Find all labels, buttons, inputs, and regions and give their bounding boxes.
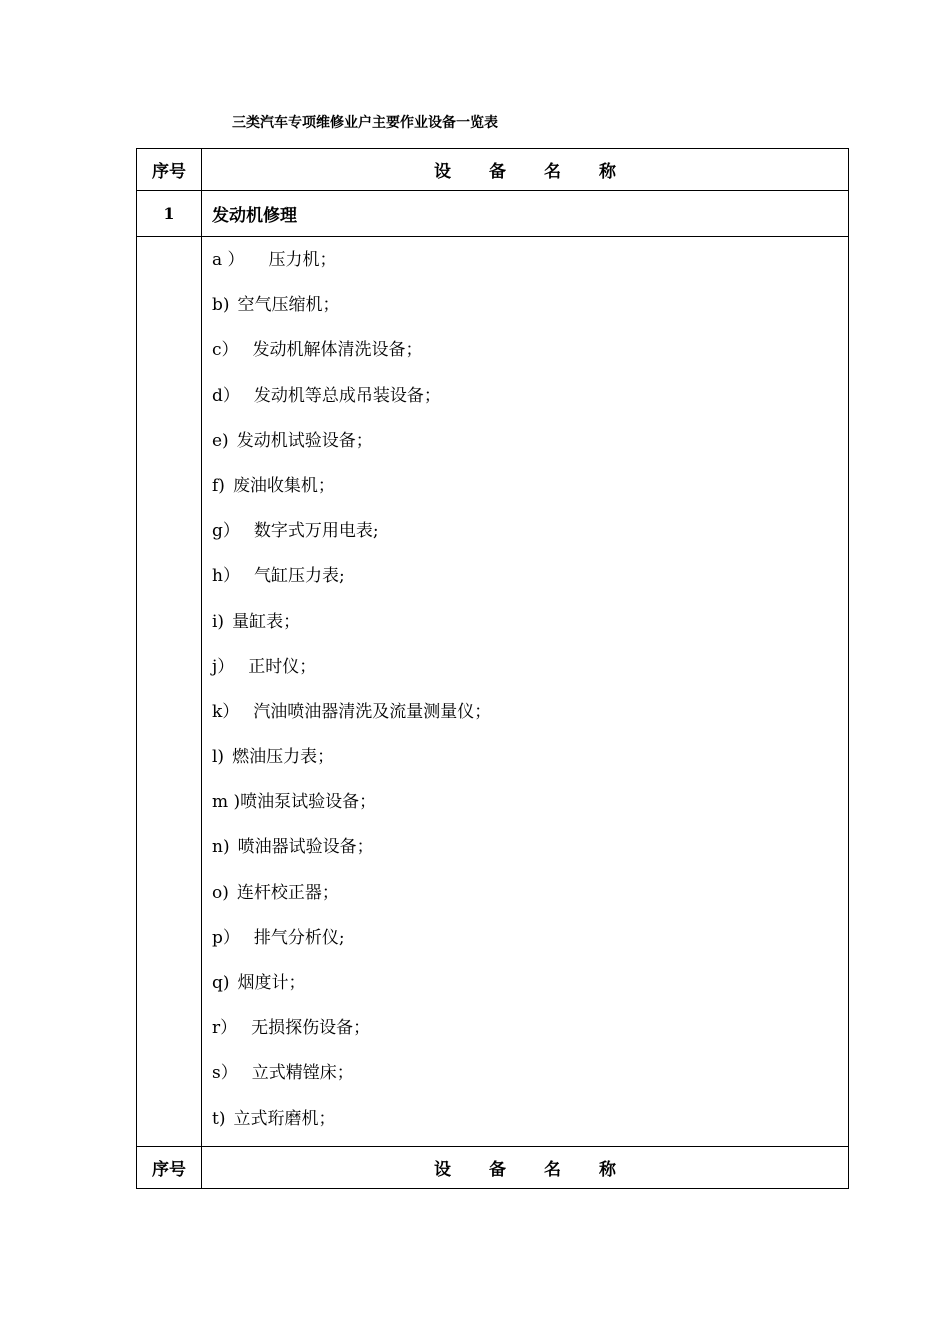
list-item bbox=[212, 468, 848, 513]
footer-header-name-cell: 设备名称 bbox=[202, 1146, 849, 1188]
list-item-marker: d） bbox=[212, 385, 240, 406]
list-item-text: 气缸压力表; bbox=[253, 566, 345, 587]
list-item-text: 发动机等总成吊装设备； bbox=[253, 385, 441, 406]
list-item-marker: o) bbox=[212, 882, 229, 903]
section-row bbox=[137, 191, 849, 237]
footer-header-number-cell: 序号 bbox=[137, 1146, 202, 1188]
list-item-marker: n) bbox=[212, 837, 230, 858]
list-item-marker: b) bbox=[212, 295, 230, 316]
list-item-marker: l) bbox=[212, 747, 225, 768]
list-item-marker: s） bbox=[212, 1063, 238, 1084]
list-item bbox=[212, 829, 848, 874]
list-item-marker: f) bbox=[212, 475, 225, 496]
list-item bbox=[212, 1101, 848, 1146]
list-item bbox=[212, 784, 848, 829]
list-item-marker: m ) bbox=[212, 792, 241, 813]
list-item-text: 连杆校正器； bbox=[236, 882, 339, 903]
list-item-text: 喷油泵试验设备； bbox=[240, 792, 377, 813]
list-item-text: 发动机解体清洗设备； bbox=[252, 340, 423, 361]
list-item-text: 无损探伤设备； bbox=[251, 1018, 371, 1039]
table-header-row bbox=[137, 149, 849, 191]
list-item-marker: h） bbox=[212, 566, 240, 587]
list-item bbox=[212, 875, 848, 920]
document-title: 三类汽车专项维修业户主要作业设备一览表 bbox=[232, 115, 498, 131]
list-item-marker: e) bbox=[212, 430, 229, 451]
list-item-marker: k） bbox=[212, 701, 240, 722]
list-item bbox=[212, 694, 848, 739]
list-item bbox=[212, 378, 848, 423]
list-item bbox=[212, 558, 848, 603]
list-item-text: 压力机； bbox=[268, 250, 337, 270]
list-item-text: 正时仪； bbox=[248, 656, 317, 677]
list-item bbox=[212, 604, 848, 649]
list-item-text: 喷油器试验设备； bbox=[237, 837, 374, 858]
list-item bbox=[212, 1010, 848, 1055]
list-item bbox=[212, 332, 848, 377]
list-item bbox=[212, 1055, 848, 1100]
list-item bbox=[212, 920, 848, 965]
header-number-cell: 序号 bbox=[137, 149, 202, 191]
list-item-text: 烟度计； bbox=[237, 973, 306, 993]
table-footer-header-row bbox=[137, 1146, 849, 1188]
list-item-text: 排气分析仪; bbox=[253, 927, 345, 948]
list-item-text: 数字式万用电表; bbox=[253, 521, 379, 542]
list-item-text: 发动机试验设备； bbox=[236, 430, 373, 451]
list-item bbox=[212, 649, 848, 694]
list-item-marker: r） bbox=[212, 1018, 238, 1039]
section-name: 发动机修理 bbox=[202, 191, 849, 237]
equipment-table bbox=[136, 148, 849, 1189]
list-item-marker: p） bbox=[212, 927, 240, 948]
list-item-marker: j） bbox=[212, 656, 235, 677]
list-item-text: 空气压缩机； bbox=[237, 295, 340, 316]
list-item-marker: a ） bbox=[212, 250, 245, 270]
list-item bbox=[212, 739, 848, 784]
list-item-marker: q) bbox=[212, 973, 230, 993]
list-item bbox=[212, 287, 848, 332]
list-item-marker: c） bbox=[212, 340, 239, 361]
list-item-text: 燃油压力表； bbox=[232, 747, 335, 768]
equipment-list bbox=[202, 237, 849, 1147]
list-item-text: 汽油喷油器清洗及流量测量仪； bbox=[253, 701, 492, 722]
list-item-text: 立式精镗床； bbox=[251, 1063, 354, 1084]
list-item-text: 量缸表； bbox=[232, 611, 301, 632]
list-item bbox=[212, 965, 848, 1010]
section-number: 1 bbox=[137, 191, 202, 237]
list-item bbox=[212, 513, 848, 558]
header-name-cell: 设备名称 bbox=[202, 149, 849, 191]
section-items-row bbox=[137, 237, 849, 1147]
list-item bbox=[212, 423, 848, 468]
list-item-marker: i) bbox=[212, 611, 225, 632]
list-item-text: 立式珩磨机； bbox=[233, 1108, 336, 1129]
list-item-marker: g） bbox=[212, 521, 240, 542]
section-items-number-cell bbox=[137, 237, 202, 1147]
list-item-marker: t) bbox=[212, 1108, 226, 1129]
list-item-text: 废油收集机； bbox=[232, 475, 335, 496]
list-item bbox=[212, 242, 848, 287]
